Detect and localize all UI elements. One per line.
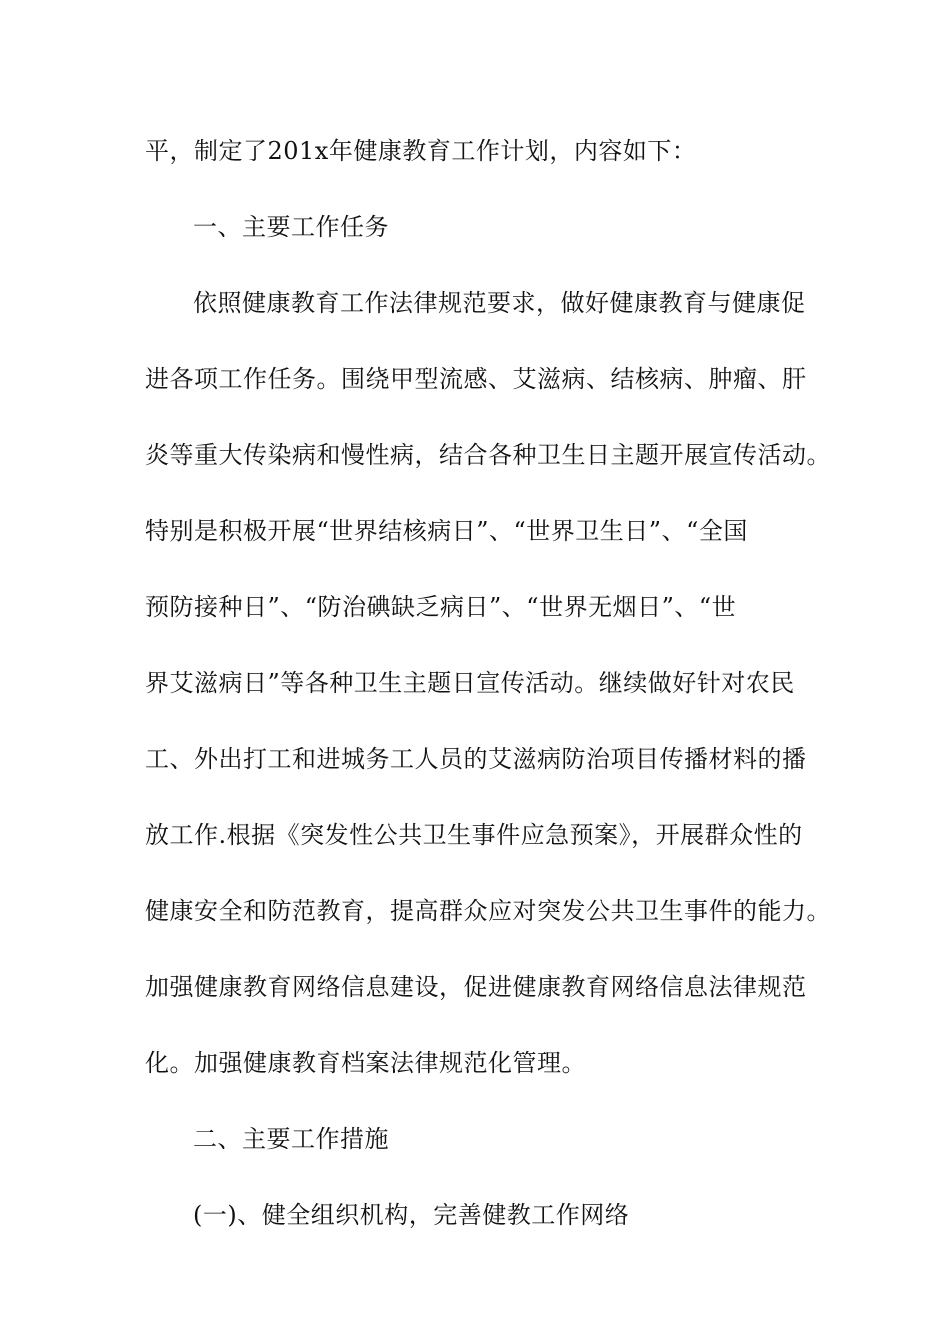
paragraph-line: 健康安全和防范教育，提高群众应对突发公共卫生事件的能力。 (145, 897, 831, 925)
paragraph-line: 平，制定了201x年健康教育工作计划，内容如下： (145, 137, 697, 165)
paragraph-line: 加强健康教育网络信息建设，促进健康教育网络信息法律规范 (145, 973, 807, 1001)
paragraph-line: 化。加强健康教育档案法律规范化管理。 (145, 1049, 586, 1077)
paragraph-line: 特别是积极开展“世界结核病日”、“世界卫生日”、“全国 (145, 517, 748, 545)
paragraph-line: 界艾滋病日”等各种卫生主题日宣传活动。继续做好针对农民 (145, 669, 795, 697)
paragraph-line: 放工作.根据《突发性公共卫生事件应急预案》，开展群众性的 (145, 821, 803, 849)
paragraph-line: 炎等重大传染病和慢性病，结合各种卫生日主题开展宣传活动。 (145, 441, 831, 469)
section-heading: 一、主要工作任务 (193, 213, 389, 241)
paragraph-line: 进各项工作任务。围绕甲型流感、艾滋病、结核病、肿瘤、肝 (145, 365, 807, 393)
paragraph-line: 依照健康教育工作法律规范要求，做好健康教育与健康促 (193, 289, 806, 317)
subsection-heading: (一)、健全组织机构，完善健教工作网络 (193, 1201, 630, 1229)
paragraph-line: 预防接种日”、“防治碘缺乏病日”、“世界无烟日”、“世 (145, 593, 737, 621)
section-heading: 二、主要工作措施 (193, 1125, 389, 1153)
paragraph-line: 工、外出打工和进城务工人员的艾滋病防治项目传播材料的播 (145, 745, 807, 773)
